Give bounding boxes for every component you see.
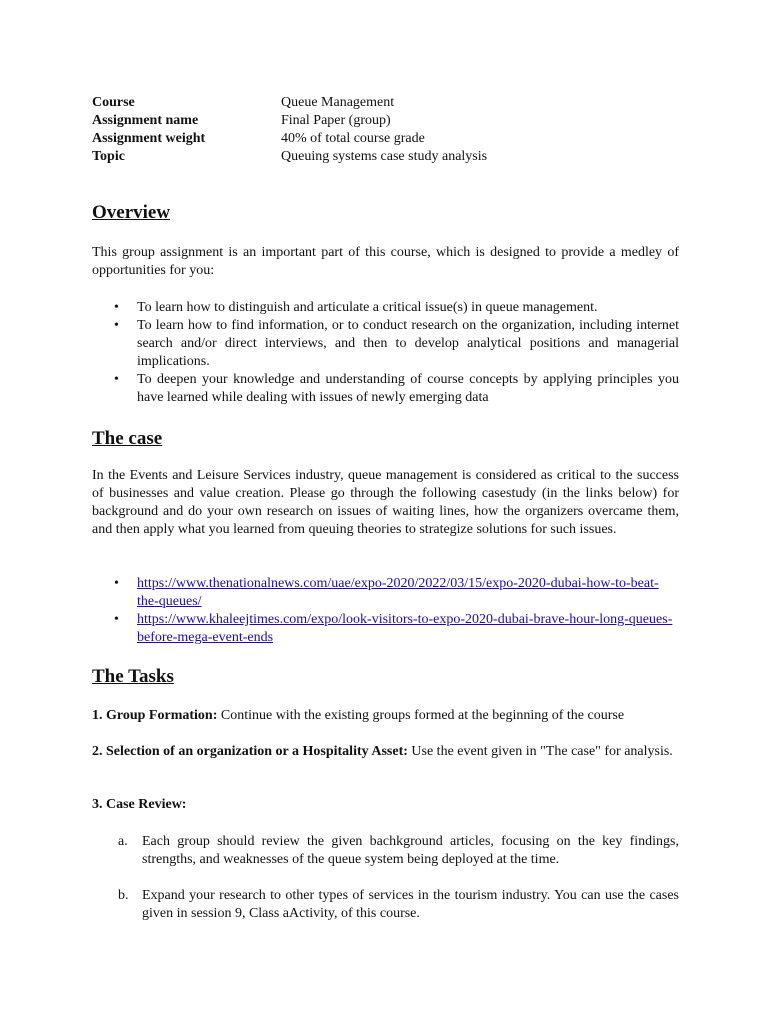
info-row-course (92, 94, 692, 112)
list-item: • To learn how to distinguish and articulate a critical issue(s) in queue management. (92, 299, 679, 317)
info-key: Topic (92, 149, 125, 164)
info-row-assignment-weight (92, 130, 692, 148)
info-value: Queuing systems case study analysis (281, 149, 488, 164)
info-row-assignment-name (92, 112, 692, 130)
case-heading: The case (92, 428, 163, 449)
info-key: Course (92, 95, 135, 110)
tasks-heading: The Tasks (92, 666, 174, 687)
item-text: Each group should review the given bachkground articles, focusing on the key findings, strengths, and weaknesses of the queue system being deployed at the time. (142, 834, 679, 867)
info-row-topic (92, 148, 692, 166)
list-item: • To learn how to find information, or to conduct research on the organization, including internet search and/or direct interviews, and then to develop analytical positions and managerial implications. (92, 317, 679, 371)
case-review-item-a (118, 833, 679, 869)
task-label: 2. Selection of an organization or a Hospitality Asset: (92, 744, 408, 759)
case-review-item-b (118, 887, 679, 923)
info-value: Queue Management (281, 95, 395, 110)
info-value: Final Paper (group) (281, 113, 391, 128)
info-key: Assignment name (92, 113, 199, 128)
item-marker: b. (118, 888, 129, 903)
list-item (92, 611, 679, 647)
list-item: • To deepen your knowledge and understanding of course concepts by applying principles you have learned while dealing with issues of newly emerging data (92, 371, 679, 407)
case-text: In the Events and Leisure Services industry, queue management is considered as critical to the success of businesses and value creation. Please go through the following casestudy (in the links below) for background and do your own research on issues of waiting lines, how the organizers overcame them, and then apply what you learned from queuing theories to strategize solutions for such issues. (92, 468, 679, 537)
task-label: 3. Case Review: (92, 797, 187, 812)
task-label: 1. Group Formation: (92, 708, 218, 723)
task-case-review (92, 796, 679, 814)
case-link-khaleejtimes[interactable]: https://www.khaleejtimes.com/expo/look-visitors-to-expo-2020-dubai-brave-hour-long-queues-before-mega-event-ends (137, 612, 673, 645)
info-key: Assignment weight (92, 131, 206, 146)
item-text: Expand your research to other types of services in the tourism industry. You can use the cases given in session 9, Class aActivity, of this course. (142, 888, 679, 921)
assignment-info-table (92, 94, 692, 166)
task-selection (92, 743, 679, 761)
case-link-thenationalnews[interactable]: https://www.thenationalnews.com/uae/expo-2020/2022/03/15/expo-2020-dubai-how-to-beat-the-queues/ (137, 576, 659, 609)
task-text: Continue with the existing groups formed at the beginning of the course (217, 708, 625, 723)
overview-heading: Overview (92, 202, 171, 223)
case-link-list (92, 575, 679, 647)
list-item (92, 575, 679, 611)
item-marker: a. (118, 834, 128, 849)
task-group-formation (92, 707, 679, 725)
overview-bullet-list (92, 299, 679, 407)
task-text: Use the event given in "The case" for analysis. (407, 744, 673, 759)
overview-intro: This group assignment is an important part of this course, which is designed to provide a medley of opportunities for you: (92, 245, 679, 278)
info-value: 40% of total course grade (281, 131, 425, 146)
